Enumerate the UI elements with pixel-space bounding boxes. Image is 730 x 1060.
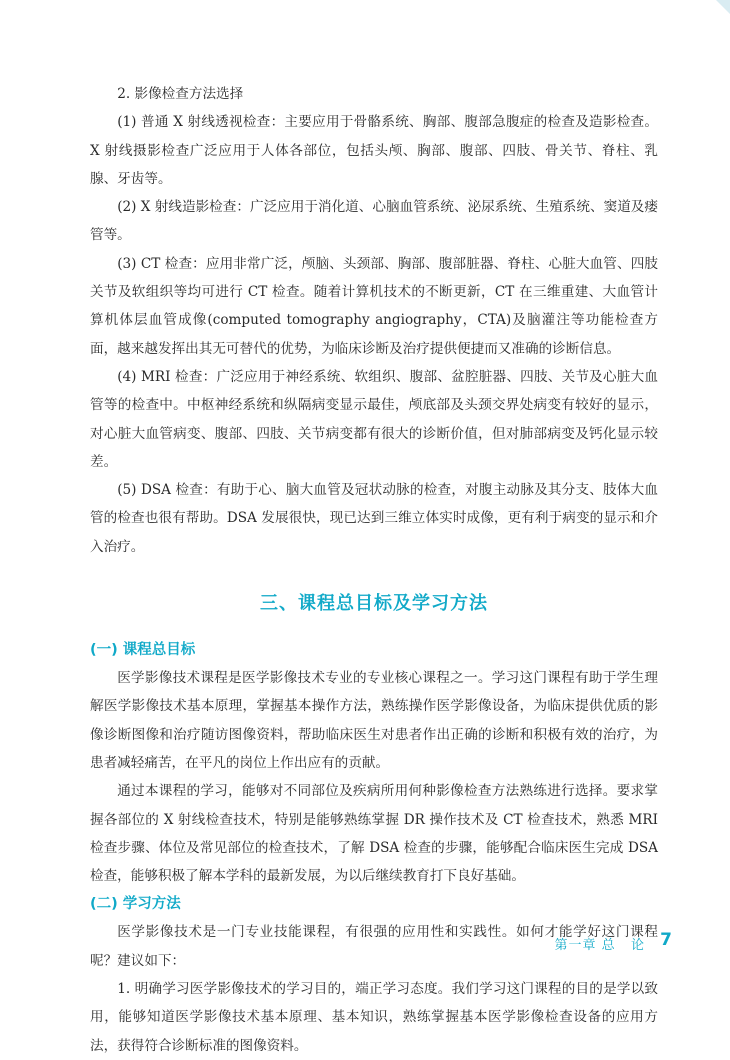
subsection-1-paragraph-1: 医学影像技术课程是医学影像技术专业的专业核心课程之一。学习这门课程有助于学生理解医学影像技术基本原理，掌握基本操作方法，熟练操作医学影像设备，为临床提供优质的影像诊断图像和治疗随访图像资料，帮助临床医生对患者作出正确的诊断和积极有效的治疗，为患者减轻痛苦，在平凡的岗位上作出应有的贡献。 <box>90 670 658 771</box>
subsection-2-paragraph-1: 医学影像技术是一门专业技能课程，有很强的应用性和实践性。如何才能学好这门课程呢？建议如下： <box>90 924 658 969</box>
page-body <box>90 80 658 1060</box>
item-2-1: (1) 普通 X 射线透视检查：主要应用于骨骼系统、胸部、腹部急腹症的检查及造影检查。X 射线摄影检查广泛应用于人体各部位，包括头颅、胸部、腹部、四肢、骨关节、脊柱、乳腺、牙齿等。 <box>90 114 658 187</box>
section-3-title: 三、课程总目标及学习方法 <box>260 593 488 615</box>
subsection-1-paragraph-2: 通过本课程的学习，能够对不同部位及疾病所用何种影像检查方法熟练进行选择。要求掌握各部位的 X 射线检查技术，特别是能够熟练掌握 DR 操作技术及 CT 检查技术，熟悉 MRI 检查步骤、体位及常见部位的检查技术，了解 DSA 检查的步骤，能够配合临床医生完成 DSA 检查，能够积极了解本学科的最新发展，为以后继续教育打下良好基础。 <box>90 783 658 885</box>
item-2-2: (2) X 射线造影检查：广泛应用于消化道、心脑血管系统、泌尿系统、生殖系统、窦道及瘘管等。 <box>90 199 658 244</box>
page-number: 7 <box>660 930 672 950</box>
subsection-2-title: (二) 学习方法 <box>90 896 181 913</box>
chapter-label: 第一章 总 论 <box>554 938 645 953</box>
item-2-heading: 2. 影像检查方法选择 <box>117 86 244 102</box>
item-2-3: (3) CT 检查：应用非常广泛，颅脑、头颈部、胸部、腹部脏器、脊柱、心脏大血管、四肢关节及软组织等均可进行 CT 检查。随着计算机技术的不断更新，CT 在三维重建、大血管计算机体层血管成像(computed tomography angiography，CTA)及脑灌注等功能检查方面，越来越发挥出其无可替代的优势，为临床诊断及治疗提供便捷而又准确的诊断信息。 <box>90 255 658 357</box>
subsection-1-title: (一) 课程总目标 <box>90 642 196 659</box>
item-2-4: (4) MRI 检查：广泛应用于神经系统、软组织、腹部、盆腔脏器、四肢、关节及心脏大血管等的检查中。中枢神经系统和纵隔病变显示最佳，颅底部及头颈交界处病变有较好的显示，对心脏大血管病变、腹部、四肢、关节病变都有很大的诊断价值，但对肺部病变及钙化显示较差。 <box>90 368 658 470</box>
page-footer <box>0 928 730 958</box>
subsection-2-paragraph-2: 1. 明确学习医学影像技术的学习目的，端正学习态度。我们学习这门课程的目的是学以致用，能够知道医学影像技术基本原理、基本知识，熟练掌握基本医学影像检查设备的应用方法，获得符合诊断标准的图像资料。 <box>90 981 658 1054</box>
item-2-5: (5) DSA 检查：有助于心、脑大血管及冠状动脉的检查，对腹主动脉及其分支、肢体大血管的检查也很有帮助。DSA 发展很快，现已达到三维立体实时成像，更有利于病变的显示和介入治疗。 <box>90 482 658 555</box>
corner-decoration <box>716 0 730 14</box>
